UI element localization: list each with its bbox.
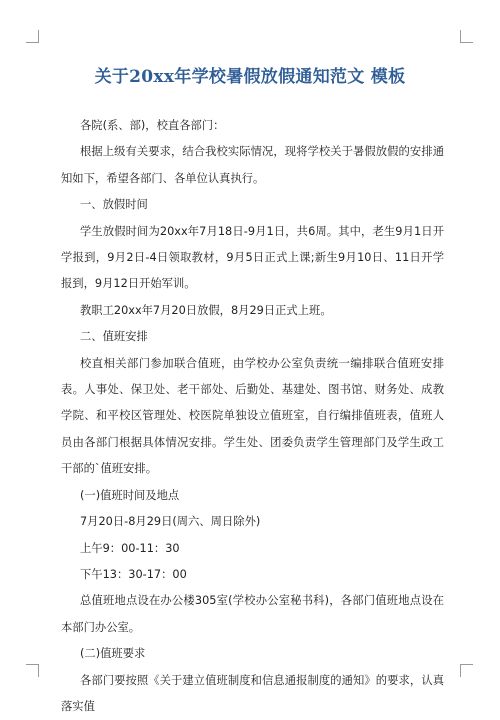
duty-morning-hours: 上午9：00-11：30 bbox=[80, 541, 180, 555]
student-holiday-paragraph: 学生放假时间为20xx年7月18日-9月1日，共6周。其中，老生9月1日开学报到，9月2日-4日领取教材，9月5日正式上课;新生9月10日、11日开学报到，9月12日开始军训。 bbox=[61, 224, 444, 291]
section-heading-holiday: 一、放假时间 bbox=[80, 198, 148, 212]
intro-paragraph: 根据上级有关要求，结合我校实际情况，现将学校关于暑假放假的安排通知如下，希望各部门、各单位认真执行。 bbox=[61, 145, 444, 185]
duty-location-paragraph: 总值班地点设在办公楼305室(学校办公室秘书科)，各部门值班地点设在本部门办公室。 bbox=[61, 594, 444, 634]
salutation: 各院(系、部)，校直各部门： bbox=[80, 119, 225, 132]
crop-mark-top-right bbox=[460, 30, 473, 43]
duty-date-range: 7月20日-8月29日(周六、周日除外) bbox=[80, 515, 261, 529]
section-heading-duty: 二、值班安排 bbox=[80, 330, 148, 344]
subheading-duty-requirements: (二)值班要求 bbox=[80, 647, 146, 661]
duty-requirements-paragraph: 各部门要按照《关于建立值班制度和信息通报制度的通知》的要求，认真落实值 bbox=[61, 673, 444, 713]
crop-mark-bottom-right bbox=[460, 664, 473, 677]
crop-mark-bottom-left bbox=[26, 664, 39, 677]
crop-mark-top-left bbox=[26, 30, 39, 43]
document-title: 关于20xx年学校暑假放假通知范文 模板 bbox=[94, 67, 406, 87]
duty-arrangement-paragraph: 校直相关部门参加联合值班，由学校办公室负责统一编排联合值班安排表。人事处、保卫处、老干部处、后勤处、基建处、图书馆、财务处、成教学院、和平校区管理处、校医院单独设立值班室，自行编排值班表，值班人员由各部门根据具体情况安排。学生处、团委负责学生管理部门及学生政工干部的`值班安排。 bbox=[61, 356, 444, 476]
duty-afternoon-hours: 下午13：30-17：00 bbox=[80, 567, 187, 581]
subheading-duty-time-place: (一)值班时间及地点 bbox=[80, 488, 180, 502]
staff-holiday-paragraph: 教职工20xx年7月20日放假，8月29日正式上班。 bbox=[80, 303, 332, 317]
document-body bbox=[61, 113, 444, 720]
